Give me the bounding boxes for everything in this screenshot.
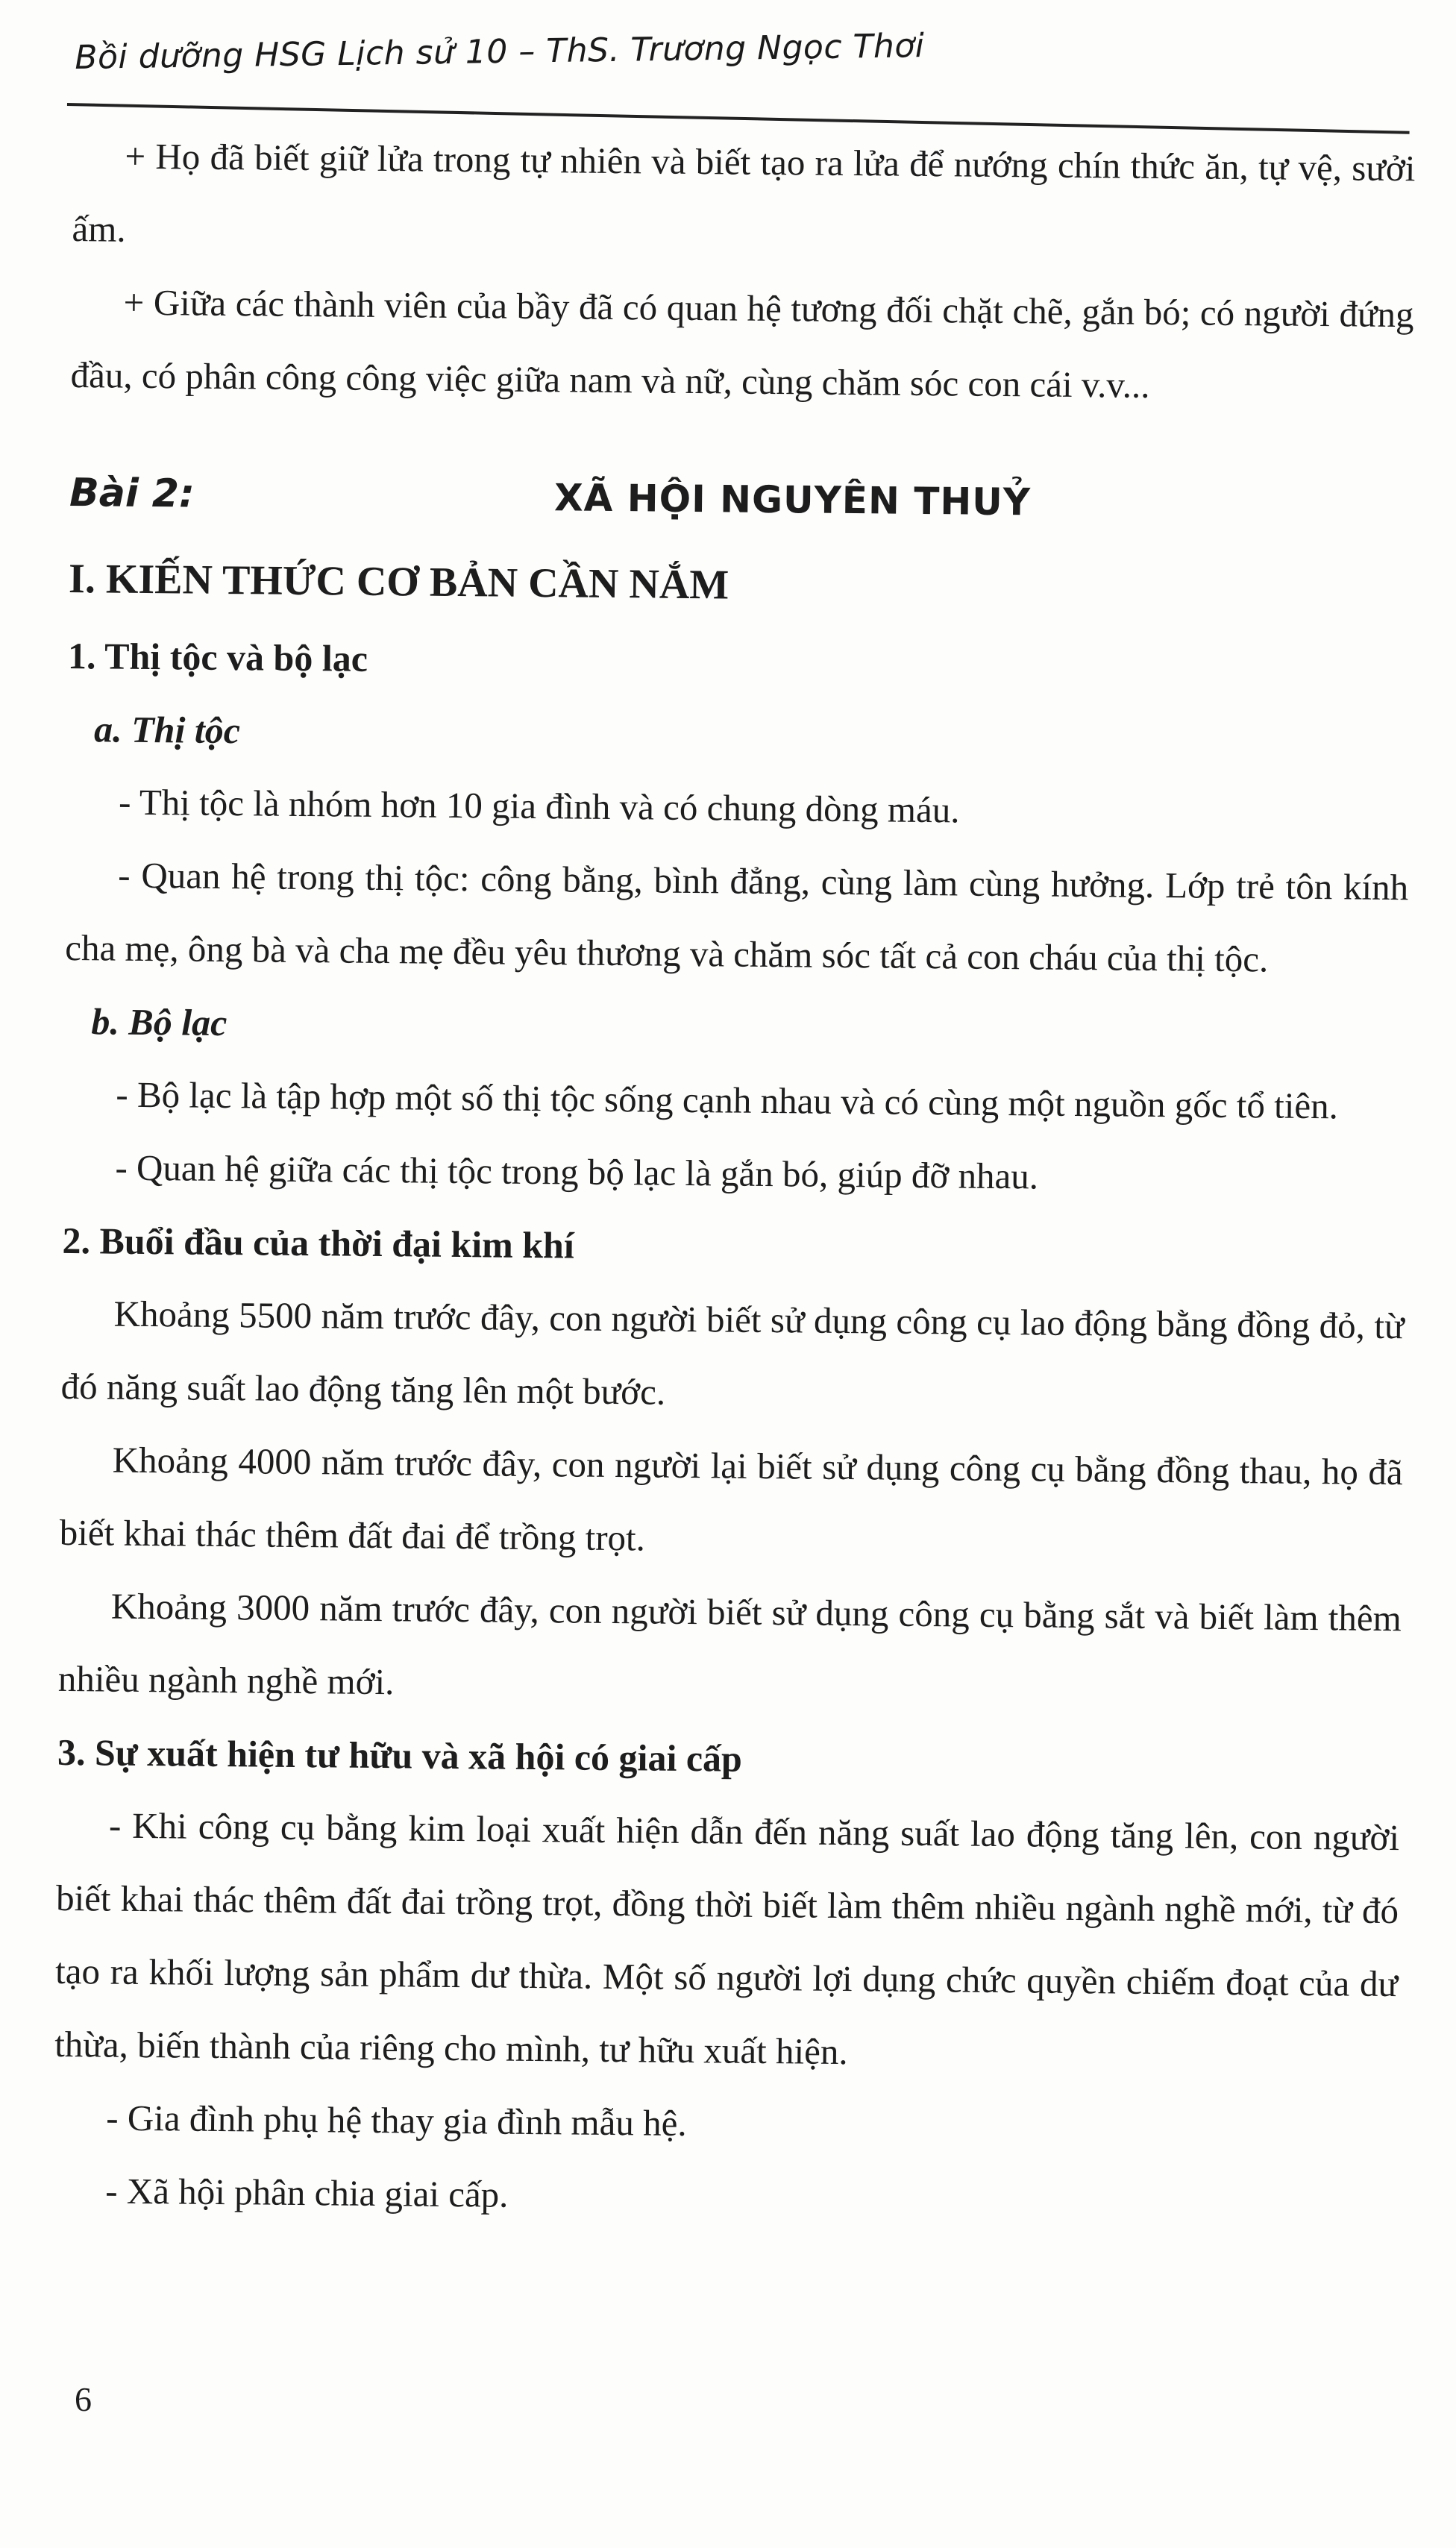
private-property-paragraph-2: - Gia đình phụ hệ thay gia đình mẫu hệ. xyxy=(106,2097,687,2144)
tribe-paragraph-1: - Bộ lạc là tập hợp một số thị tộc sống cạnh nhau và có cùng một nguồn gốc tổ tiên. xyxy=(116,1073,1339,1127)
page-content xyxy=(53,119,1416,2240)
page-number: 6 xyxy=(75,2380,92,2418)
subheading-metal-age: 2. Buổi đầu của thời đại kim khí xyxy=(62,1219,575,1267)
private-property-paragraph-1: - Khi công cụ bằng kim loại xuất hiện dẫn đến năng suất lao động tăng lên, con người biết khai thác thêm đất đai trồng trọt, đồng thời biết làm thêm nhiều ngành nghề mới, từ đó tạo ra khối lượng sản phẩm dư thừa. Một số người lợi dụng chức quyền chiếm đoạt của dư thừa, biến thành của riêng cho mình, tư hữu xuất hiện. xyxy=(54,1804,1400,2073)
clan-paragraph-1: - Thị tộc là nhóm hơn 10 gia đình và có chung dòng máu. xyxy=(118,781,960,831)
metal-age-paragraph-2: Khoảng 4000 năm trước đây, con người lại biết sử dụng công cụ bằng đồng thau, họ đã biết khai thác thêm đất đai để trồng trọt. xyxy=(59,1439,1403,1559)
clan-paragraph-2: - Quan hệ trong thị tộc: công bằng, bình đẳng, cùng làm cùng hưởng. Lớp trẻ tôn kính cha mẹ, ông bà và cha mẹ đều yêu thương và chăm sóc tất cả con cháu của thị tộc. xyxy=(65,854,1409,980)
subsubheading-tribe: b. Bộ lạc xyxy=(91,1000,228,1044)
lesson-label: Bài 2: xyxy=(69,470,195,517)
intro-paragraph-fire: + Họ đã biết giữ lửa trong tự nhiên và biết tạo ra lửa để nướng chín thức ăn, tự vệ, sưởi ấm. xyxy=(72,135,1416,250)
subsubheading-clan: a. Thị tộc xyxy=(93,708,241,752)
running-header: Bồi dưỡng HSG Lịch sử 10 – ThS. Trương Ngọc Thơi xyxy=(75,27,925,77)
subheading-clan-tribe: 1. Thị tộc và bộ lạc xyxy=(67,634,368,680)
metal-age-paragraph-3: Khoảng 3000 năm trước đây, con người biết sử dụng công cụ bằng sắt và biết làm thêm nhiều ngành nghề mới. xyxy=(57,1585,1402,1703)
lesson-heading xyxy=(69,427,1413,551)
subheading-private-property: 3. Sự xuất hiện tư hữu và xã hội có giai cấp xyxy=(57,1730,743,1780)
private-property-paragraph-3: - Xã hội phân chia giai cấp. xyxy=(105,2170,509,2215)
lesson-title: XÃ HỘI NGUYÊN THUỶ xyxy=(553,476,1032,524)
intro-paragraph-herd: + Giữa các thành viên của bầy đã có quan hệ tương đối chặt chẽ, gắn bó; có người đứng đầu, có phân công công việc giữa nam và nữ, cùng chăm sóc con cái v.v... xyxy=(70,281,1414,406)
tribe-paragraph-2: - Quan hệ giữa các thị tộc trong bộ lạc là gắn bó, giúp đỡ nhau. xyxy=(115,1146,1039,1197)
section-heading: I. KIẾN THỨC CƠ BẢN CẦN NẮM xyxy=(68,555,729,609)
metal-age-paragraph-1: Khoảng 5500 năm trước đây, con người biết sử dụng công cụ lao động bằng đồng đỏ, từ đó năng suất lao động tăng lên một bước. xyxy=(60,1293,1405,1413)
